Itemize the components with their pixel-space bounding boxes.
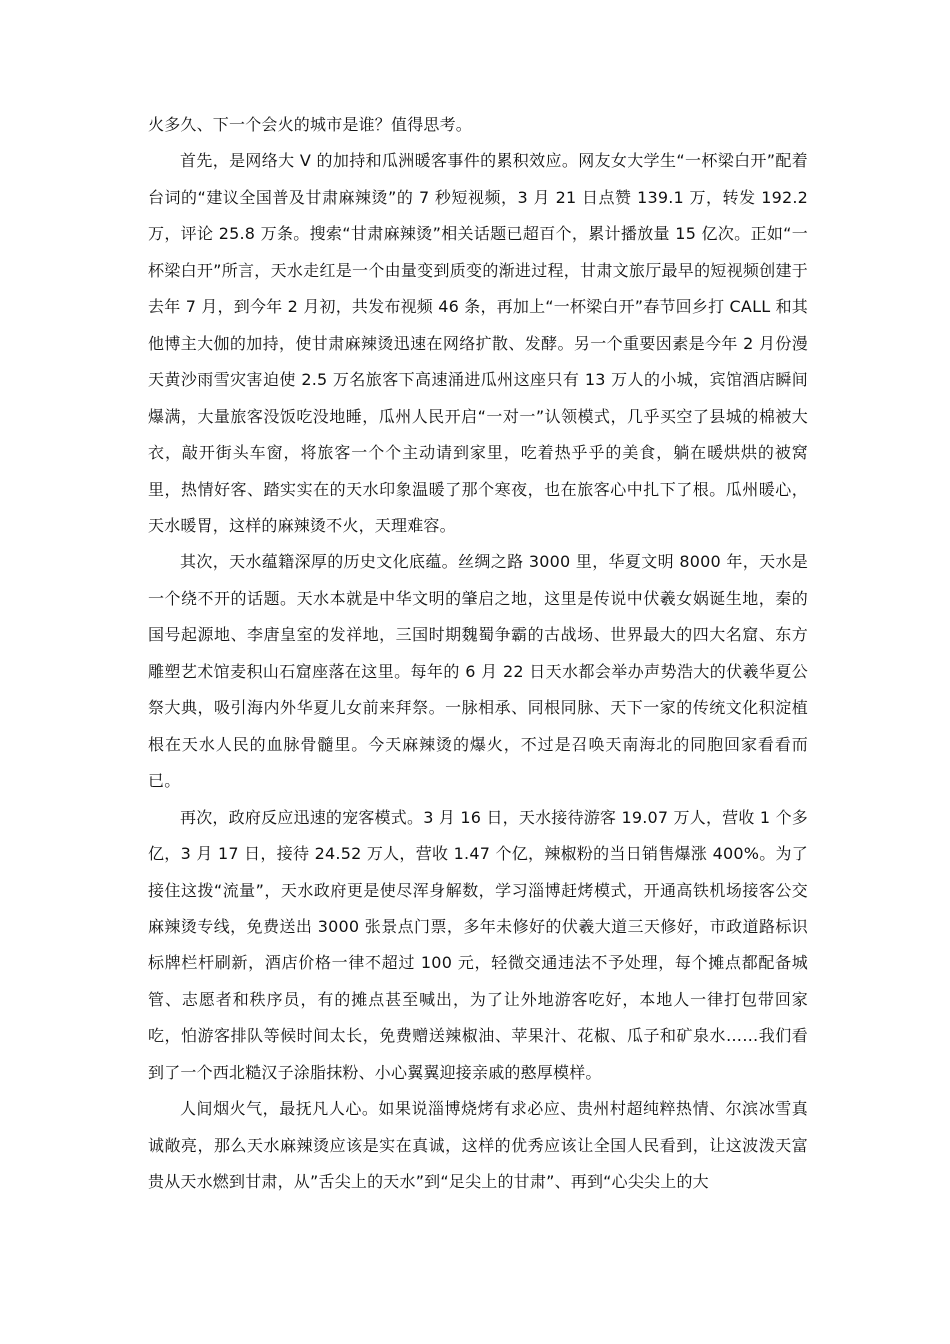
paragraph-conclusion: 人间烟火气，最抚凡人心。如果说淄博烧烤有求必应、贵州村超纯粹热情、尔滨冰雪真诚敞亮，那么天水麻辣烫应该是实在真诚，这样的优秀应该让全国人民看到，让这波泼天富贵从天水燃到甘肃，从”舌尖上的天水”到“足尖上的甘肃”、再到“心尖尖上的大: [148, 1099, 808, 1192]
paragraph-history-culture: 其次，天水蕴籍深厚的历史文化底蕴。丝绸之路 3000 里，华夏文明 8000 年，天水是一个绕不开的话题。天水本就是中华文明的肇启之地，这里是传说中伏羲女娲诞生地，秦的国号起源地、李唐皇室的发祥地，三国时期魏蜀争霸的古战场、世界最大的四大名窟、东方雕塑艺术馆麦积山石窟座落在这里。每年的 6 月 22 日天水都会举办声势浩大的伏羲华夏公祭大典，吸引海内外华夏儿女前来拜祭。一脉相承、同根同脉、天下一家的传统文化积淀植根在天水人民的血脉骨髓里。今天麻辣烫的爆火，不过是召唤天南海北的同胞回家看看而已。: [148, 552, 808, 791]
paragraph-network-influencers: 首先，是网络大 V 的加持和瓜洲暖客事件的累积效应。网友女大学生“一杯梁白开”配着台词的“建议全国普及甘肃麻辣烫”的 7 秒短视频，3 月 21 日点赞 139.1 万，转发 192.2 万，评论 25.8 万条。搜索“甘肃麻辣烫”相关话题已超百个，累计播放量 15 亿次。正如“一杯梁白开”所言，天水走红是一个由量变到质变的渐进过程，甘肃文旅厅最早的短视频创建于去年 7 月，到今年 2 月初，共发布视频 46 条，再加上“一杯梁白开”春节回乡打 CALL 和其他博主大伽的加持，使甘肃麻辣烫迅速在网络扩散、发酵。另一个重要因素是今年 2 月份漫天黄沙雨雪灾害迫使 2.5 万名旅客下高速涌进瓜州这座只有 13 万人的小城，宾馆酒店瞬间爆满，大量旅客没饭吃没地睡，瓜州人民开启“一对一”认领模式，几乎买空了县城的棉被大衣，敲开街头车窗，将旅客一个个主动请到家里，吃着热乎乎的美食，躺在暖烘烘的被窝里，热情好客、踏实实在的天水印象温暖了那个寒夜，也在旅客心中扎下了根。瓜州暖心，天水暖胃，这样的麻辣烫不火，天理难容。: [148, 151, 808, 535]
document-body: [148, 107, 808, 1201]
paragraph-government-response: 再次，政府反应迅速的宠客模式。3 月 16 日，天水接待游客 19.07 万人，营收 1 个多亿，3 月 17 日，接待 24.52 万人，营收 1.47 个亿，辣椒粉的当日销售爆涨 400%。为了接住这拨“流量”，天水政府更是使尽浑身解数，学习淄博赶烤模式，开通高铁机场接客公交麻辣烫专线，免费送出 3000 张景点门票，多年未修好的伏羲大道三天修好，市政道路标识标牌栏杆刷新，酒店价格一律不超过 100 元，轻微交通违法不予处理，每个摊点都配备城管、志愿者和秩序员，有的摊点甚至喊出，为了让外地游客吃好，本地人一律打包带回家吃，怕游客排队等候时间太长，免费赠送辣椒油、苹果汁、花椒、瓜子和矿泉水……我们看到了一个西北糙汉子涂脂抹粉、小心翼翼迎接亲戚的憨厚模样。: [148, 807, 808, 1082]
paragraph-continuation: 火多久、下一个会火的城市是谁？值得思考。: [148, 115, 473, 134]
